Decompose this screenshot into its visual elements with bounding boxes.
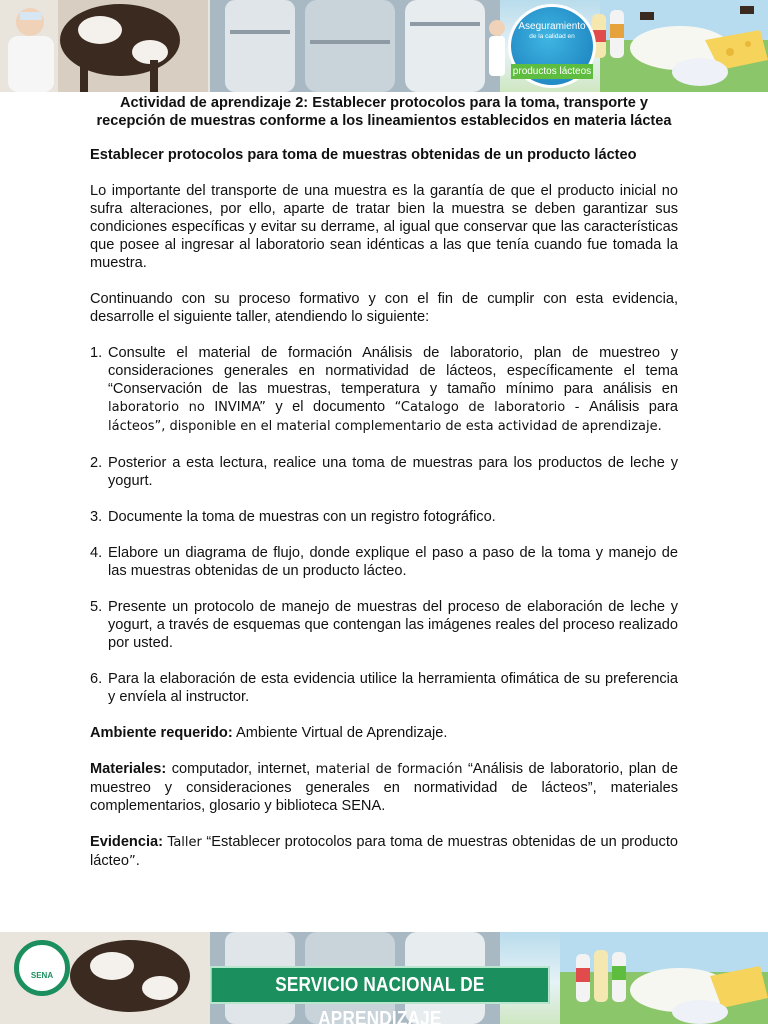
task-item-6 (90, 670, 678, 706)
task-item-3 (90, 508, 678, 526)
task-text-reference: lácteos”, disponible en el material complementario de esta actividad de aprendizaje. (108, 419, 662, 434)
badge-subtitle: de la calidad en (529, 33, 575, 40)
task-text-reference: laboratorio no INVIMA” (108, 400, 266, 415)
task-text-reference: “Catalogo de laboratorio - (394, 400, 590, 415)
quality-badge (508, 4, 596, 88)
task-item-5 (90, 598, 678, 652)
task-text: Consulte el material de formación Análisis de laboratorio, plan de muestreo y consideraciones generales en normatividad de lácteos, específicamente el tema “Conservación de las muestras, temperatura y tamaño mínimo para análisis en (108, 345, 678, 397)
evidencia-value: ”. (128, 854, 140, 869)
ambiente-label: Ambiente requerido: (90, 725, 233, 741)
task-text: Elabore un diagrama de flujo, donde explique el paso a paso de la toma y manejo de las muestras obtenidas de un producto lácteo. (108, 545, 678, 579)
document-title: Actividad de aprendizaje 2: Establecer protocolos para la toma, transporte y recepción de muestras conforme a los lineamientos establecidos en materia láctea (96, 95, 672, 129)
evidencia-field (90, 833, 678, 871)
task-text: Presente un protocolo de manejo de muestras del proceso de elaboración de leche y yogurt, a través de esquemas que contengan las imágenes reales del proceso realizado por usted. (108, 599, 678, 651)
evidencia-value: “Establecer protocolos para toma de muestras obtenidas de un producto lácteo (90, 834, 678, 869)
requirements-section (90, 724, 678, 871)
sena-logo-text: SENA (30, 971, 54, 980)
task-number: 5. (90, 599, 103, 615)
task-item-4 (90, 544, 678, 580)
document-body (90, 94, 678, 871)
materiales-value: computador, internet, (166, 761, 316, 777)
task-item-2 (90, 454, 678, 490)
intro-paragraph-1: Lo importante del transporte de una muestra es la garantía de que el producto inicial no sufra alteraciones, por ello, aparte de tratar bien la muestra se deben garantizar sus condiciones específicas y evitar su derrame, al igual que conservar que las características que posee al ingresar al laboratorio sean idénticas a las que tenía cuando fue tomada la muestra. (90, 183, 678, 271)
task-number: 6. (90, 671, 103, 687)
task-list (90, 344, 678, 706)
task-number: 2. (90, 455, 103, 471)
materiales-value: “Análisis de laboratorio, plan de muestreo y consideraciones generales en normatividad de lácteos”, materiales complementarios, glosario y biblioteca SENA. (90, 761, 678, 814)
intro-paragraph-2: Continuando con su proceso formativo y con el fin de cumplir con esta evidencia, desarrolle el siguiente taller, atendiendo lo siguiente: (90, 291, 678, 325)
task-text: y el documento (265, 399, 395, 415)
badge-label: productos lácteos (512, 66, 592, 77)
task-text: Para la elaboración de esta evidencia utilice la herramienta ofimática de su preferencia y envíela al instructor. (108, 671, 678, 705)
header-illustration (0, 0, 768, 92)
task-number: 3. (90, 509, 103, 525)
header-banner (0, 0, 768, 92)
materiales-value-reference: material de formación (315, 762, 463, 777)
task-number: 4. (90, 545, 103, 561)
task-number: 1. (90, 345, 103, 361)
footer-title: SERVICIO NACIONAL DE APRENDIZAJE (210, 966, 550, 1004)
ambiente-value: Ambiente Virtual de Aprendizaje. (232, 725, 448, 741)
materiales-field (90, 760, 678, 815)
badge-title: Aseguramiento (518, 21, 586, 32)
materiales-label: Materiales: (90, 761, 167, 777)
sena-logo (14, 940, 70, 996)
task-text: Documente la toma de muestras con un registro fotográfico. (108, 509, 496, 525)
footer-banner (0, 932, 768, 1024)
evidencia-label: Evidencia: (90, 834, 163, 850)
task-text: Posterior a esta lectura, realice una toma de muestras para los productos de leche y yogurt. (108, 455, 678, 489)
evidencia-value: Taller (163, 835, 207, 850)
section-heading: Establecer protocolos para toma de muestras obtenidas de un producto lácteo (90, 147, 637, 163)
task-text: Análisis para (589, 399, 678, 415)
ambiente-field (90, 724, 678, 742)
task-item-1 (90, 344, 678, 436)
